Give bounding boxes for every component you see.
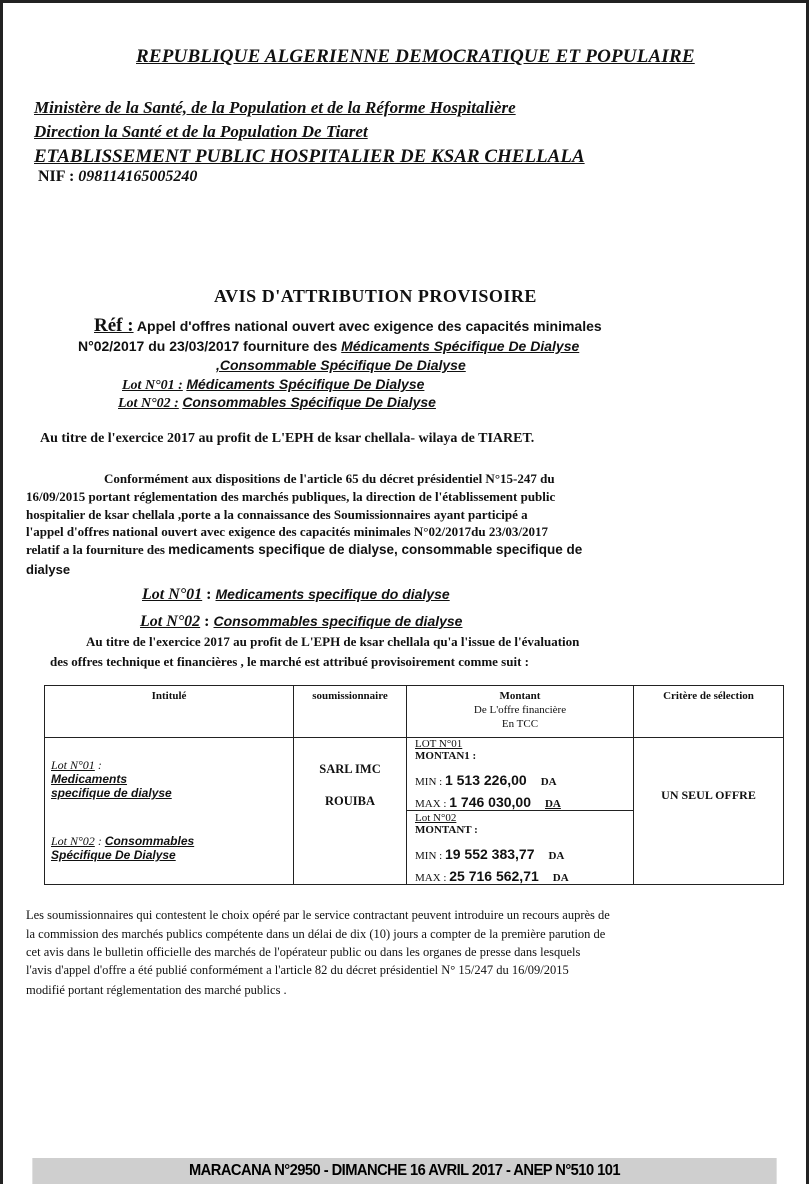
- page-title: AVIS D'ATTRIBUTION PROVISOIRE: [214, 286, 537, 306]
- reference-label: Réf :: [94, 315, 134, 336]
- recourse-line: la commission des marchés publics compétente dans un délai de dix (10) jours a compter de la première parution de: [26, 927, 606, 941]
- reference-lot-1: [122, 376, 424, 394]
- reference-subject: Médicaments Spécifique De Dialyse: [341, 338, 580, 354]
- reference-line-1: [94, 315, 602, 337]
- header-montant-3: En TCC: [501, 718, 539, 730]
- ministry-line: Ministère de la Santé, de la Population et de la Réforme Hospitalière: [34, 98, 516, 117]
- header-montant: [407, 686, 634, 738]
- montant-divider: [407, 810, 633, 811]
- soumissionnaire-city: ROUIBA: [324, 794, 375, 808]
- nif-value: 098114165005240: [74, 168, 198, 185]
- intro-line: Au titre de l'exercice 2017 au profit de L'EPH de ksar chellala- wilaya de TIARET.: [40, 431, 535, 446]
- montant-1-max: MAX : 1 746 030,00 DA: [415, 794, 561, 810]
- lot-2-line: [140, 613, 462, 631]
- body-line-5-prefix: relatif a la fourniture des: [26, 542, 169, 557]
- montant-lot-1-label: LOT N°01: [415, 738, 463, 750]
- reference-lot-2-text: Consommables Spécifique De Dialyse: [182, 394, 436, 410]
- montant-1-label: MONTAN1 :: [415, 750, 477, 762]
- header-soumissionnaire: soumissionnaire: [294, 686, 407, 738]
- cell-lot-1-text-2: specifique de dialyse: [51, 786, 172, 800]
- reference-text-1: Appel d'offres national ouvert avec exigence des capacités minimales: [133, 318, 602, 334]
- cell-montant: [407, 738, 634, 885]
- reference-lot-2: [118, 394, 436, 412]
- reference-lot-2-label: Lot N°02 :: [118, 396, 179, 411]
- lot-1-text: Medicaments specifique do dialyse: [215, 586, 450, 602]
- lot-2-label: Lot N°02: [140, 613, 201, 630]
- cell-critere: [634, 738, 784, 885]
- montant-lot-2-label: Lot N°02: [415, 812, 457, 824]
- montant-2-min: MIN : 19 552 383,77 DA: [415, 846, 565, 862]
- lot-1-label: Lot N°01: [142, 586, 203, 603]
- lot-2-text: Consommables specifique de dialyse: [213, 613, 463, 629]
- montant-2-label: MONTANT :: [415, 824, 478, 836]
- body-line-5-subject: medicaments specifique de dialyse, consommable specifique de: [168, 542, 583, 557]
- cell-soumissionnaire: [294, 738, 407, 885]
- recourse-line: Les soumissionnaires qui contestent le choix opéré par le service contractant peuvent introduire un recours auprès de: [26, 908, 610, 922]
- body-line: Conformément aux dispositions de l'article 65 du décret présidentiel N°15-247 du: [104, 471, 555, 486]
- recourse-line: l'avis d'appel d'offre a été publié conformément a l'article 82 du décret présidentiel N° 15/247 du 16/09/2015: [26, 963, 569, 977]
- body-line: hospitalier de ksar chellala ,porte a la connaissance des Soumissionnaires ayant participé a: [26, 507, 528, 522]
- nif-label: NIF :: [38, 168, 75, 185]
- cell-lot-2-label: Lot N°02 : Consommables: [51, 834, 195, 848]
- establishment-line: ETABLISSEMENT PUBLIC HOSPITALIER DE KSAR CHELLALA: [34, 146, 585, 167]
- soumissionnaire-name: SARL IMC: [319, 762, 381, 776]
- body-line: dialyse: [26, 562, 71, 577]
- cell-lot-1-label: Lot N°01 :: [51, 758, 102, 772]
- recourse-line: modifié portant réglementation des marché publics .: [26, 983, 287, 997]
- body-line: l'appel d'offres national ouvert avec exigence des capacités minimales N°02/2017du 23/03/2017: [26, 524, 549, 539]
- direction-line: Direction la Santé et de la Population De Tiaret: [34, 122, 368, 141]
- lot-1-colon: :: [202, 586, 216, 603]
- reference-text-2: N°02/2017 du 23/03/2017 fourniture des: [78, 338, 342, 354]
- cell-intitule: [45, 738, 294, 885]
- montant-1-min: MIN : 1 513 226,00 DA: [415, 772, 557, 788]
- conclusion-line: Au titre de l'exercice 2017 au profit de L'EPH de ksar chellala qu'a l'issue de l'évaluation: [86, 634, 580, 649]
- newspaper-footer: MARACANA N°2950 - DIMANCHE 16 AVRIL 2017 - ANEP N°510 101: [32, 1158, 776, 1184]
- header-montant-2: De L'offre financière: [473, 704, 567, 716]
- header-intitule: Intitulé: [45, 686, 294, 738]
- montant-2-max: MAX : 25 716 562,71 DA: [415, 868, 569, 884]
- body-line: [26, 542, 582, 558]
- reference-line-3: ,Consommable Spécifique De Dialyse: [216, 357, 466, 373]
- lot-1-line: [142, 586, 450, 604]
- table-header-row: [45, 686, 784, 738]
- reference-lot-1-label: Lot N°01 :: [122, 378, 183, 393]
- body-line: 16/09/2015 portant réglementation des marchés publiques, la direction de l'établissement public: [26, 489, 556, 504]
- reference-lot-1-text: Médicaments Spécifique De Dialyse: [186, 376, 425, 392]
- reference-line-2: [78, 338, 579, 354]
- conclusion-line: des offres technique et financières , le marché est attribué provisoirement comme suit :: [50, 654, 529, 669]
- header-montant-1: Montant: [499, 690, 541, 702]
- table-row: [45, 738, 784, 885]
- lot-2-colon: :: [200, 613, 214, 630]
- header-critere: Critère de sélection: [634, 686, 784, 738]
- cell-lot-2-text-2: Spécifique De Dialyse: [51, 848, 176, 862]
- nif-line: [38, 168, 197, 186]
- award-table: [44, 685, 784, 885]
- cell-lot-1-text-1: Medicaments: [51, 772, 128, 786]
- footer-bottom-margin: [0, 1184, 809, 1194]
- recourse-line: cet avis dans le bulletin officielle des marchés de l'opérateur public ou dans les organes de presse dans lesquels: [26, 945, 581, 959]
- critere-value: UN SEUL OFFRE: [661, 788, 756, 802]
- republic-heading: REPUBLIQUE ALGERIENNE DEMOCRATIQUE ET POPULAIRE: [136, 46, 695, 67]
